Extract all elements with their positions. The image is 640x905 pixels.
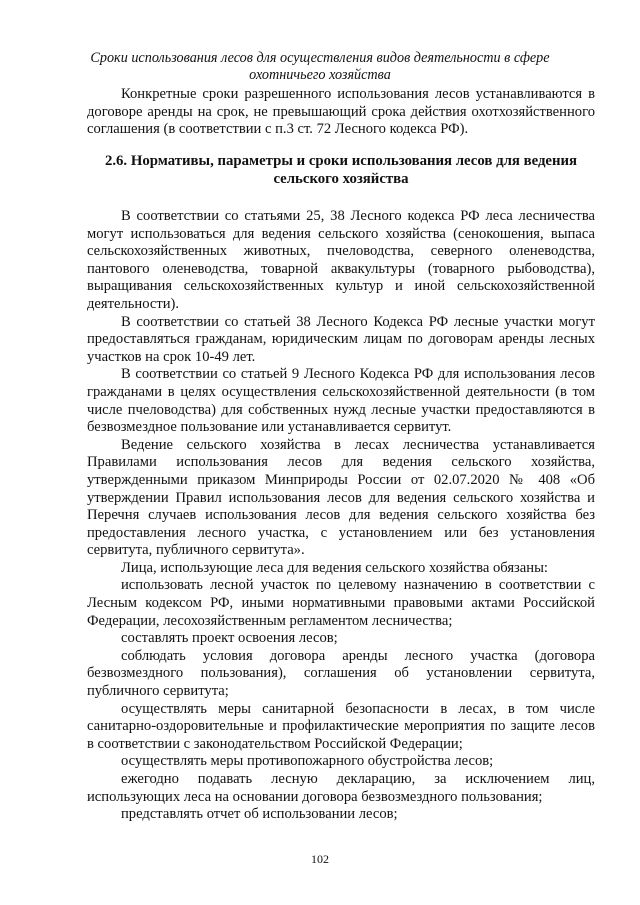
paragraph: В соответствии со статьей 38 Лесного Кодекса РФ лесные участки могут предоставляться гражданам, юридическим лицам по договорам аренды лесных участков на срок 10-49 лет. [87, 313, 595, 365]
paragraph: В соответствии со статьями 25, 38 Лесного кодекса РФ леса лесничества могут использоваться для ведения сельского хозяйства (сенокошения, выпаса сельскохозяйственных животных, пчеловодства, северного оленеводства, пантового оленеводства, товарной аквакультуры (товарного рыбоводства), выращивания сельскохозяйственных культур и иной сельскохозяйственной деятельности). [87, 208, 595, 312]
page-number: 102 [311, 852, 329, 866]
list-item: использовать лесной участок по целевому назначению в соответствии с Лесным кодексом РФ, иными нормативными правовыми актами Российской Федерации, лесохозяйственным регламентом лесничества; [87, 577, 595, 629]
paragraph: Лица, использующие леса для ведения сельского хозяйства обязаны: [121, 559, 548, 576]
intro-paragraph: Конкретные сроки разрешенного использования лесов устанавливаются в договоре аренды на срок, не превышающий срока действия охотхозяйственного соглашения (в соответствии с п.3 ст. 72 Лесного кодекса РФ). [87, 86, 595, 138]
section-caption: Сроки использования лесов для осуществления видов деятельности в сфере охотничьего хозяйства [90, 50, 550, 83]
list-item: осуществлять меры санитарной безопасности в лесах, в том числе санитарно-оздоровительные и профилактические мероприятия по защите лесов в соответствии с законодательством Российской Федерации; [87, 700, 595, 752]
list-item: соблюдать условия договора аренды лесного участка (договора безвозмездного пользования), соглашения об установлении сервитута, публичного сервитута; [87, 647, 595, 700]
intro-block [87, 86, 595, 139]
paragraph: В соответствии со статьей 9 Лесного Кодекса РФ для использования лесов гражданами в целях осуществления сельскохозяйственной деятельности (в том числе пчеловодства) для собственных нужд лесные участки предоставляются в безвозмездное пользование или устанавливается сервитут. [87, 366, 595, 436]
list-item: ежегодно подавать лесную декларацию, за исключением лиц, использующих леса на основании договора безвозмездного пользования; [87, 771, 595, 805]
paragraph: Ведение сельского хозяйства в лесах лесничества устанавливается Правилами использования лесов для ведения сельского хозяйства, утвержденными приказом Минприроды России от 02.07.2020 № 408 «Об утверждении Правил использования лесов для ведения сельского хозяйства и Перечня случаев использования лесов для ведения сельского хозяйства без предоставления лесного участка, с установлением или без установления сервитута, публичного сервитута». [87, 436, 595, 559]
list-item: представлять отчет об использовании лесов; [121, 806, 398, 823]
body-text [87, 208, 595, 824]
list-item: составлять проект освоения лесов; [121, 630, 338, 647]
list-item: осуществлять меры противопожарного обустройства лесов; [121, 753, 494, 770]
section-heading: 2.6. Нормативы, параметры и сроки использования лесов для ведения сельского хозяйства [104, 153, 578, 187]
